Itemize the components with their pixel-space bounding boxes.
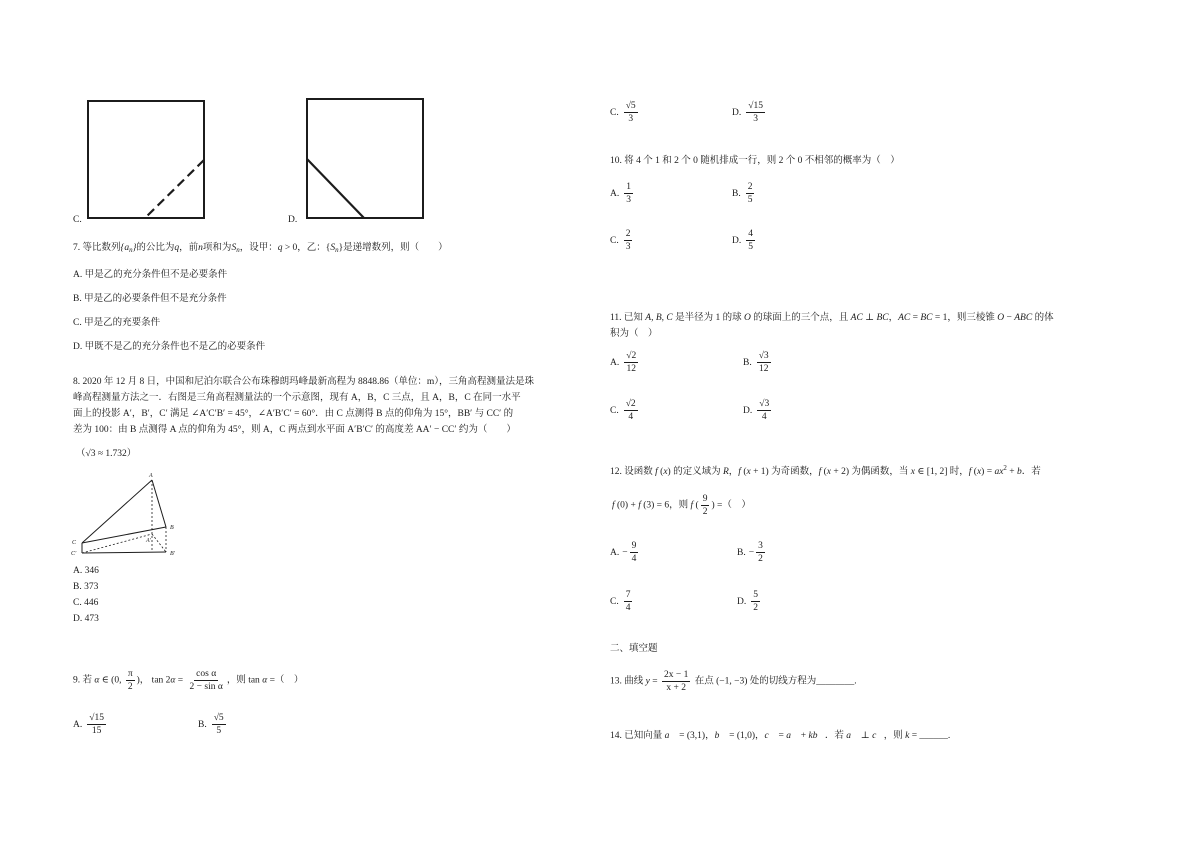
option-label: B.: [732, 188, 741, 199]
fraction-denominator: 12: [758, 364, 769, 374]
option-label: C.: [610, 596, 619, 607]
math-symbol: a⃗: [846, 731, 859, 741]
math-symbol: a⃗: [664, 731, 677, 741]
figure-c-label: C.: [73, 215, 82, 225]
math-symbol: f: [638, 500, 641, 511]
math-symbol: f: [612, 500, 615, 511]
math-symbol: BC: [876, 313, 889, 323]
option-label: B.: [743, 357, 752, 368]
text-run: +: [1006, 467, 1018, 477]
text-run: (: [971, 467, 977, 477]
figure-d-label: D.: [288, 215, 298, 225]
edge-c1-b1: [82, 552, 166, 553]
option-label: A.: [610, 357, 620, 368]
math-symbol: kb⃗: [808, 731, 825, 741]
q10-option-b: [732, 181, 756, 206]
label-b: B: [170, 525, 174, 531]
fraction-numerator: cos α: [196, 669, 217, 679]
q12-option-a: [610, 540, 640, 565]
math-symbol: α: [170, 675, 176, 686]
q8-option-c: C. 446: [73, 598, 99, 608]
text-run: 13. 曲线: [610, 676, 646, 687]
fraction: [662, 669, 690, 694]
q7-option-c: C. 甲是乙的充要条件: [73, 318, 161, 328]
math-symbol: x: [746, 467, 751, 477]
text-run: ⊥: [858, 731, 873, 741]
text-run: ．若: [824, 731, 847, 741]
math-symbol: x: [826, 467, 832, 477]
edge-a-b: [152, 480, 166, 527]
option-value: [622, 181, 635, 206]
fraction: [126, 668, 135, 693]
fraction-numerator: 5: [753, 590, 758, 600]
q11-option-d: [743, 398, 773, 423]
math-symbol: {a: [120, 243, 130, 253]
option-label: B.: [737, 547, 746, 558]
label-c-prime: C′: [71, 551, 77, 557]
fraction-denominator: 2: [702, 507, 708, 517]
option-value: [749, 540, 767, 565]
fraction-numerator: √3: [758, 351, 769, 361]
option-label: A.: [610, 188, 620, 199]
text-run: =: [910, 313, 921, 323]
option-value: [622, 540, 640, 565]
text-run: (: [693, 500, 699, 511]
fraction: [624, 181, 633, 206]
q7-option-d: D. 甲既不是乙的充分条件也不是乙的必要条件: [73, 342, 266, 352]
math-symbol: x: [910, 467, 916, 477]
text-run: (: [740, 467, 747, 477]
question-8-line-1: 8. 2020 年 12 月 8 日，中国和尼泊尔联合公布珠穆朗玛峰最新高程为 8848.86（单位：m），三角高程测量法是珠: [73, 377, 535, 387]
math-symbol: a⃗: [786, 731, 799, 741]
option-label: C.: [610, 405, 619, 416]
fraction: [212, 712, 226, 737]
fraction-denominator: x + 2: [666, 683, 686, 693]
text-run: + 1) 为奇函数，: [750, 467, 819, 477]
fraction: [751, 589, 760, 614]
math-superscript: 2: [1003, 464, 1007, 472]
math-symbol: S: [330, 243, 336, 253]
math-symbol: O: [997, 313, 1005, 323]
option-value: [210, 712, 228, 737]
option-value: [744, 228, 757, 253]
math-symbol: AC: [850, 313, 863, 323]
fraction: [746, 181, 755, 206]
option-label: A.: [73, 719, 83, 730]
question-10: 10. 将 4 个 1 和 2 个 0 随机排成一行，则 2 个 0 不相邻的概率为（ ）: [610, 156, 900, 166]
text-run: 项和为: [202, 243, 232, 253]
text-run: (3) = 6，则: [640, 500, 691, 511]
math-symbol: b: [1017, 467, 1022, 477]
text-run: 的球面上的三个点，且: [750, 313, 851, 323]
question-13: [610, 669, 857, 694]
math-symbol: n: [198, 243, 203, 253]
math-symbol: c⃗: [872, 731, 884, 741]
fraction-denominator: 2: [753, 603, 758, 613]
math-symbol: AC: [898, 313, 911, 323]
text-run: −: [1004, 313, 1015, 323]
option-value: [622, 350, 640, 375]
option-label: C.: [610, 235, 619, 246]
fraction-denominator: 3: [626, 195, 631, 205]
text-run: 的公比为: [136, 243, 175, 253]
fraction-numerator: 2: [747, 182, 753, 192]
option-value: [749, 589, 762, 614]
fraction-denominator: 3: [625, 242, 631, 252]
option-value: [755, 350, 773, 375]
fraction-numerator: π: [127, 669, 133, 679]
fraction: [624, 589, 633, 614]
text-run: = (1,0)，: [726, 731, 765, 741]
fraction: [701, 493, 710, 518]
text-run: 11. 已知: [610, 313, 646, 323]
q7-option-b: B. 甲是乙的必要条件但不是充分条件: [73, 294, 227, 304]
fraction-numerator: √2: [625, 399, 636, 409]
fraction-numerator: √15: [748, 101, 763, 111]
option-value: [622, 398, 640, 423]
text-run: )， tan 2: [136, 675, 171, 686]
text-run: ∈ (0,: [99, 675, 124, 686]
text-run: ，: [888, 313, 899, 323]
fraction-numerator: √3: [759, 399, 770, 409]
option-label: D.: [743, 405, 753, 416]
q12-option-c: [610, 589, 634, 614]
text-run: ，前: [179, 243, 199, 253]
fraction: [630, 540, 639, 565]
fraction-denominator: 2: [758, 554, 763, 564]
fraction-numerator: √5: [213, 713, 224, 723]
option-label: D.: [737, 596, 747, 607]
fraction: [624, 350, 638, 375]
fraction-denominator: 4: [761, 412, 767, 422]
text-run: ，设甲：: [239, 243, 278, 253]
math-symbol: A, B, C: [645, 313, 673, 323]
fraction: [87, 712, 106, 737]
fraction-numerator: 4: [748, 229, 753, 239]
edge-a1-b1: [152, 534, 166, 552]
q8-option-a: A. 346: [73, 566, 99, 576]
text-run: ) =: [981, 467, 995, 477]
option-value: [622, 589, 635, 614]
label-a-prime: A′: [146, 538, 151, 544]
option-label: C.: [610, 107, 619, 118]
fraction-denominator: 5: [747, 195, 753, 205]
text-run: −: [622, 547, 628, 558]
option-value: [622, 100, 640, 125]
fraction: [756, 540, 765, 565]
fraction-denominator: 3: [628, 114, 634, 124]
fraction-denominator: 4: [631, 554, 637, 564]
fraction-numerator: 7: [625, 590, 631, 600]
fraction: [746, 100, 765, 125]
math-symbol: f: [690, 500, 694, 511]
math-symbol: q: [277, 243, 283, 253]
fraction-numerator: √2: [626, 351, 637, 361]
q8-option-d: D. 473: [73, 614, 99, 624]
text-run: 是半径为 1 的球: [672, 313, 744, 323]
text-run: =: [649, 676, 660, 687]
fraction: [624, 100, 638, 125]
text-run: }是递增数列，则（ ）: [338, 243, 448, 253]
option-label: B.: [198, 719, 207, 730]
math-symbol: y: [645, 676, 650, 687]
text-run: + 2) 为偶函数，当: [831, 467, 911, 477]
question-8-hint: （√3 ≈ 1.732）: [76, 449, 137, 459]
triangulation-diagram: [68, 470, 188, 560]
math-subscript: n: [129, 246, 133, 254]
fraction-denominator: 4: [625, 603, 631, 613]
text-run: =: [776, 731, 787, 741]
question-7: [73, 241, 448, 257]
math-symbol: q: [174, 243, 180, 253]
text-run: (: [657, 467, 664, 477]
math-symbol: O: [744, 313, 751, 323]
fraction-denominator: 4: [628, 412, 634, 422]
math-symbol: b⃗: [714, 731, 727, 741]
math-symbol: BC: [920, 313, 933, 323]
option-value: [744, 100, 767, 125]
text-run: ⊥: [862, 313, 877, 323]
fraction: [624, 398, 638, 423]
q9-option-b: [198, 712, 228, 737]
q10-option-d: [732, 228, 757, 253]
label-b-prime: B′: [170, 551, 175, 557]
text-run: = 1，则三棱锥: [932, 313, 998, 323]
text-run: ，: [728, 467, 739, 477]
text-run: (0) +: [614, 500, 639, 511]
section-heading-fill-in: 二、填空题: [610, 644, 658, 654]
option-label: D.: [732, 107, 742, 118]
option-label: D.: [732, 235, 742, 246]
math-symbol: α: [94, 675, 100, 686]
fraction-denominator: 15: [91, 726, 102, 736]
fraction: [757, 398, 771, 423]
text-run: 的体: [1032, 313, 1054, 323]
fraction-numerator: 3: [758, 541, 763, 551]
text-run: ) 的定义域为: [667, 467, 723, 477]
question-14: [610, 729, 950, 743]
math-symbol: R: [722, 467, 729, 477]
fraction: [757, 350, 771, 375]
math-symbol: x: [663, 467, 668, 477]
math-symbol: S: [231, 243, 237, 253]
text-run: −: [748, 547, 755, 558]
fraction-denominator: 5: [748, 242, 753, 252]
question-11-line-2: 积为（ ）: [610, 329, 658, 339]
math-symbol: c⃗: [764, 731, 777, 741]
text-run: 7. 等比数列: [73, 243, 121, 253]
math-symbol: ax: [994, 467, 1004, 477]
text-run: =（ ）: [267, 675, 304, 686]
label-c: C: [72, 540, 77, 546]
question-8-line-2: 峰高程测量方法之一．右图是三角高程测量法的一个示意图，现有 A，B，C 三点，且 A，B，C 在同一水平: [73, 393, 521, 403]
option-value: [755, 398, 773, 423]
q9-option-d: [732, 100, 767, 125]
text-run: 在点 (−1, −3) 处的切线方程为________.: [692, 676, 857, 687]
text-run: ) =（ ）: [711, 500, 751, 511]
text-run: ，则: [883, 731, 906, 741]
math-symbol: x: [976, 467, 982, 477]
fraction: [746, 228, 755, 253]
edge-a-c: [82, 480, 152, 543]
q11-option-c: [610, 398, 640, 423]
fraction-numerator: 1: [626, 182, 631, 192]
fraction-numerator: 9: [702, 494, 708, 504]
math-symbol: ABC: [1014, 313, 1033, 323]
math-subscript: n: [236, 246, 240, 254]
text-run: =: [175, 675, 186, 686]
q12-option-b: [737, 540, 767, 565]
text-run: 14. 已知向量: [610, 731, 665, 741]
fraction-denominator: 2: [127, 682, 133, 692]
q9-option-c: [610, 100, 640, 125]
math-subscript: n: [335, 246, 339, 254]
label-a: A: [149, 473, 153, 479]
q8-option-b: B. 373: [73, 582, 99, 592]
fraction: [188, 668, 225, 693]
math-symbol: f: [818, 467, 822, 477]
question-9: [73, 668, 303, 693]
figure-option-d: [305, 97, 427, 221]
text-run: +: [798, 731, 809, 741]
text-run: = (3,1)，: [676, 731, 715, 741]
math-symbol: f: [738, 467, 741, 477]
fraction-denominator: 2 − sin α: [189, 682, 223, 692]
text-run: ，则 tan: [226, 675, 263, 686]
question-8-line-4: 差为 100：由 B 点测得 A 点的仰角为 45°，则 A，C 两点到水平面 A′B′C′ 的高度差 AA′ − CC′ 约为（ ）: [73, 425, 516, 435]
q11-option-a: [610, 350, 640, 375]
text-run: ∈ [1, 2] 时，: [915, 467, 969, 477]
option-label: A.: [610, 547, 620, 558]
text-run: 12. 设函数: [610, 467, 656, 477]
fraction-denominator: 12: [626, 364, 636, 374]
option-value: [85, 712, 108, 737]
text-run: ．若: [1021, 467, 1041, 477]
question-8-line-3: 面上的投影 A′，B′，C′ 满足 ∠A′C′B′ = 45°，∠A′B′C′ = 60°．由 C 点测得 B 点的仰角为 15°，BB′ 与 CC′ 的: [73, 409, 514, 419]
question-12-line-1: [610, 461, 1041, 479]
text-run: 9. 若: [73, 675, 95, 686]
math-symbol: α: [262, 675, 268, 686]
question-11-line-1: [610, 311, 1054, 325]
fraction-numerator: 2x − 1: [663, 670, 689, 680]
edge-c-b: [82, 527, 166, 543]
text-run: > 0，乙：{: [282, 243, 331, 253]
fraction-numerator: √15: [89, 713, 104, 723]
text-run: = ______.: [909, 731, 951, 741]
fraction-denominator: 5: [216, 726, 222, 736]
fraction-numerator: 2: [625, 229, 631, 239]
q10-option-a: [610, 181, 635, 206]
math-symbol: f: [968, 467, 972, 477]
q7-option-a: A. 甲是乙的充分条件但不是必要条件: [73, 270, 228, 280]
q11-option-b: [743, 350, 773, 375]
edge-c1-a1: [82, 534, 152, 553]
q12-option-d: [737, 589, 762, 614]
question-12-line-2: [612, 493, 751, 518]
option-value: [744, 181, 757, 206]
text-run: (: [821, 467, 827, 477]
math-symbol: }: [132, 243, 137, 253]
fraction-denominator: 3: [753, 114, 758, 124]
fraction-numerator: 9: [631, 541, 637, 551]
q10-option-c: [610, 228, 634, 253]
figure-option-c: [86, 99, 208, 221]
fraction: [624, 228, 633, 253]
q9-option-a: [73, 712, 108, 737]
option-value: [622, 228, 635, 253]
fraction-numerator: √5: [625, 101, 636, 111]
math-symbol: k: [905, 731, 910, 741]
math-symbol: f: [655, 467, 658, 477]
